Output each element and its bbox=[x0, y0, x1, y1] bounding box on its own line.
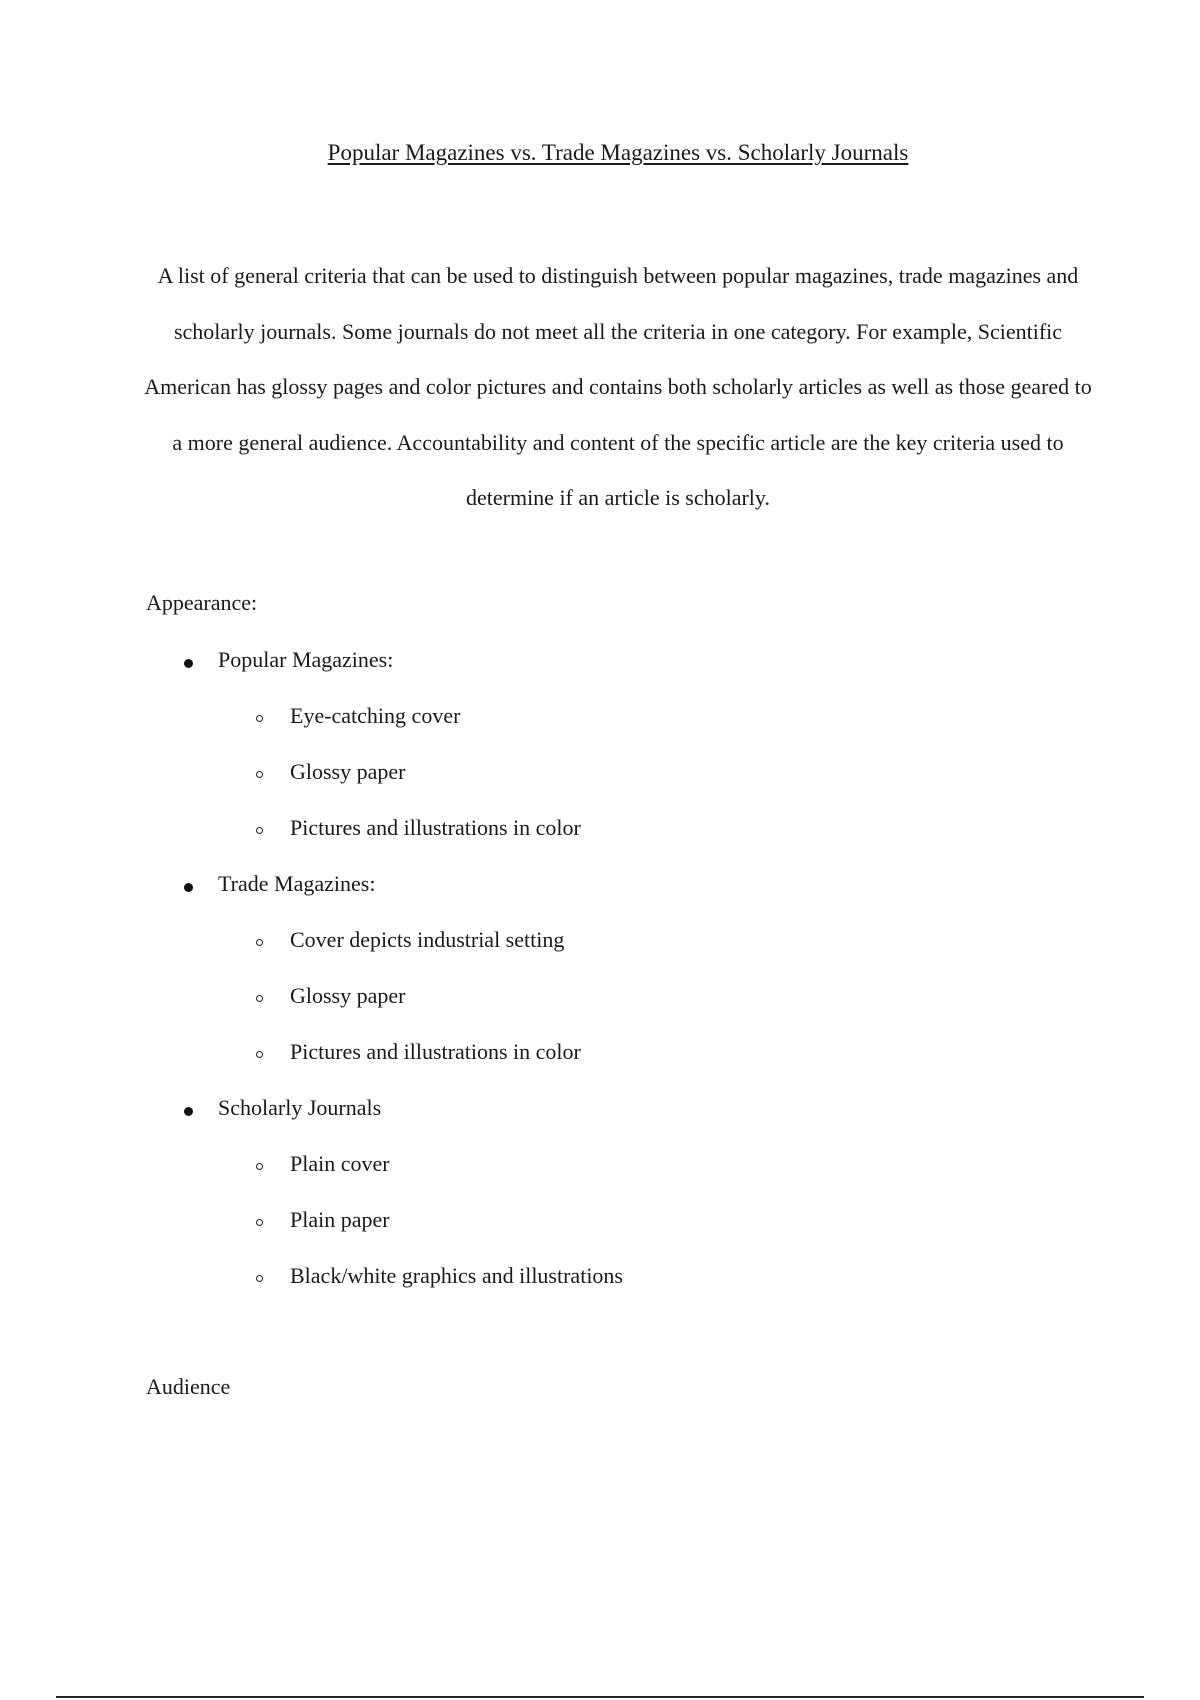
hollow-bullet-icon bbox=[256, 1275, 263, 1282]
hollow-bullet-icon bbox=[256, 1051, 263, 1058]
page-divider bbox=[56, 1696, 1144, 1698]
list-item bbox=[0, 1085, 1200, 1141]
audience-heading: Audience bbox=[146, 1374, 231, 1399]
list-item bbox=[0, 805, 1200, 861]
list-item-text: Cover depicts industrial setting bbox=[290, 927, 565, 952]
group-label-scholarly: Scholarly Journals bbox=[218, 1095, 382, 1120]
list-item-text: Eye-catching cover bbox=[290, 703, 461, 728]
list-item bbox=[0, 973, 1200, 1029]
hollow-bullet-icon bbox=[256, 939, 263, 946]
document-title: Popular Magazines vs. Trade Magazines vs. Scholarly Journals bbox=[327, 140, 909, 165]
appearance-list bbox=[0, 637, 1200, 1309]
hollow-bullet-icon bbox=[256, 1219, 263, 1226]
list-item bbox=[0, 1029, 1200, 1085]
list-item-text: Glossy paper bbox=[290, 983, 406, 1008]
list-item bbox=[0, 693, 1200, 749]
hollow-bullet-icon bbox=[256, 1163, 263, 1170]
list-item-text: Black/white graphics and illustrations bbox=[290, 1263, 623, 1288]
list-item bbox=[0, 1253, 1200, 1309]
list-item-text: Plain paper bbox=[290, 1207, 390, 1232]
group-label-popular: Popular Magazines: bbox=[218, 647, 394, 672]
appearance-heading: Appearance: bbox=[146, 590, 258, 615]
hollow-bullet-icon bbox=[256, 827, 263, 834]
hollow-bullet-icon bbox=[256, 715, 263, 722]
hollow-bullet-icon bbox=[256, 995, 263, 1002]
bullet-icon bbox=[184, 1107, 193, 1116]
bullet-icon bbox=[184, 659, 193, 668]
list-item bbox=[0, 861, 1200, 917]
list-item-text: Plain cover bbox=[290, 1151, 390, 1176]
list-item-text: Glossy paper bbox=[290, 759, 406, 784]
list-item bbox=[0, 637, 1200, 693]
list-item-text: Pictures and illustrations in color bbox=[290, 815, 581, 840]
list-item bbox=[0, 1197, 1200, 1253]
hollow-bullet-icon bbox=[256, 771, 263, 778]
group-label-trade: Trade Magazines: bbox=[218, 871, 376, 896]
intro-paragraph: A list of general criteria that can be used to distinguish between popular magazines, trade magazines and scholarly journals. Some journals do not meet all the criteria in one category. For example, Scientific American has glossy pages and color pictures and contains both scholarly articles as well as those geared to a more general audience. Accountability and content of the specific article are the key criteria used to determine if an article is scholarly. bbox=[144, 263, 1092, 510]
list-item bbox=[0, 749, 1200, 805]
list-item bbox=[0, 1141, 1200, 1197]
bullet-icon bbox=[184, 883, 193, 892]
list-item bbox=[0, 917, 1200, 973]
list-item-text: Pictures and illustrations in color bbox=[290, 1039, 581, 1064]
